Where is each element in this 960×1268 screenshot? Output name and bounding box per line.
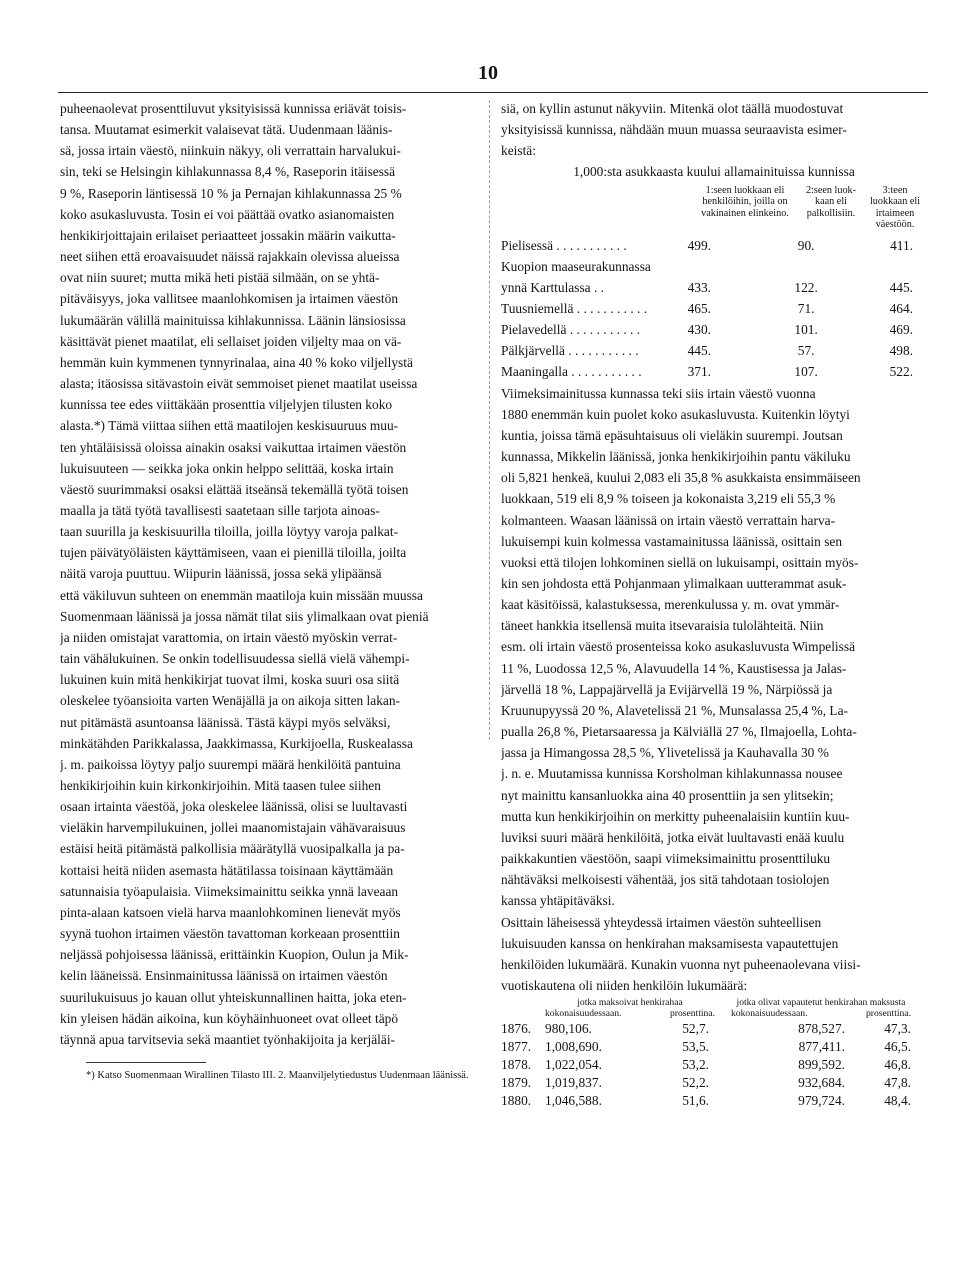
text-line: lukuinen kuin mitä henkikirjat tuovat ilmi, koska suuri osa siitä <box>60 672 400 688</box>
text-line: Viimeksimainitussa kunnassa teki siis irtain väestö vuonna <box>501 385 816 401</box>
text-line: tansa. Muutamat esimerkit valaisevat tätä. Uudenmaan läänis- <box>60 122 393 138</box>
table2-group-paid <box>545 998 715 1019</box>
text-line: alasta; itäosissa sitävastoin eivät semmoiset pienet maatilat useissa <box>60 376 418 392</box>
footnote-rule <box>86 1062 206 1063</box>
text-line: koko asukasluvusta. Tosin ei voi päättää ovatko asianomaisten <box>60 206 395 222</box>
text-line: suurilukuisuus jo kauan ollut yhteiskunnallinen haitta, joka eten- <box>60 989 407 1005</box>
text-line: paikkakuntien väestöön, saapi viimeksimainittu prosenttiluku <box>501 851 831 867</box>
table2-year: 1878. <box>501 1056 532 1072</box>
text-line: Osittain läheisessä yhteydessä irtaimen väestön suhteellisen <box>501 914 822 930</box>
text-line: luokkaan, 519 eli 8,9 % toiseen ja kokonaista 3,219 eli 55,3 % <box>501 491 836 507</box>
table2-sub-pct-paid: prosenttina. <box>669 1007 715 1019</box>
table2-year: 1876. <box>501 1020 532 1036</box>
table1-class2-value: 90. <box>797 237 815 253</box>
table1-class1-value: 430. <box>687 322 712 338</box>
table2-year: 1880. <box>501 1092 532 1108</box>
text-line: 11 %, Luodossa 12,5 %, Alavuudella 14 %, Kaustisessa ja Jalas- <box>501 660 847 676</box>
text-line: luviksi suuri määrä henkilöitä, jotka eivät luultavasti enää kuulu <box>501 829 845 845</box>
table1-header-class2: 2:seen luok-kaan eli palkollisiin. <box>805 184 857 219</box>
table1-header <box>501 185 927 231</box>
text-line: sä, jossa irtain väestö, niinkuin näkyy, oli verrattain harvalukui- <box>60 143 401 159</box>
text-line: syynä tuohon irtaimen väestön tavattoman korkeaan prosenttiin <box>60 926 400 942</box>
table2-paid-total: 1,022,054. <box>545 1056 602 1072</box>
text-line: järvellä 18 %, Lappajärvellä ja Evijärvellä 19 %, Närpiössä ja <box>501 681 833 697</box>
text-line: kin sen johdosta että Pohjanmaan ylimalkaan uutterammat asuk- <box>501 576 847 592</box>
footnote-text: *) Katso Suomenmaan Wirallinen Tilasto III. 2. Maanviljelytiedustus Uudenmaan läänissä. <box>86 1070 469 1082</box>
text-line: lukuisuuteen — seikka joka onkin helppo selittää, koska irtain <box>60 460 394 476</box>
text-line: kin yleisen hädän aikoina, kun köyhäinhuoneet ovat olleet täpö <box>60 1010 399 1026</box>
table1-header-class1: 1:seen luokkaan eli henkilöihin, joilla on vakinainen elinkeino. <box>701 184 789 219</box>
text-line: henkilöiden lukumäärä. Kunakin vuonna nyt puheenaolevana viisi- <box>501 956 861 972</box>
text-line: 9 %, Raseporin läntisessä 10 % ja Pernajan kihlakunnassa 25 % <box>60 185 402 201</box>
table1-row <box>501 298 927 319</box>
text-line: neet siihen että eroavaisuudet näissä rajakkain olevissa alueissa <box>60 249 400 265</box>
table1-class1-value: 499. <box>687 237 712 253</box>
text-line: keistä: <box>501 143 536 159</box>
table2-sub-total-paid: kokonaisuudessaan. <box>545 1007 622 1019</box>
text-line: j. n. e. Muutamissa kunnissa Korsholman kihlakunnassa nousee <box>501 766 843 782</box>
text-line: että väkiluvun suhteen on enemmän maatiloja kuin missään muussa <box>60 587 423 603</box>
table2-group-exempt-label: jotka olivat vapautetut henkirahan maksusta <box>736 997 906 1009</box>
text-line: ja niiden omistajat varattomia, on irtain väestö myöskin verrat- <box>60 629 398 645</box>
table2-row <box>501 1019 927 1037</box>
text-line: kolmanteen. Waasan läänissä on irtain väestö verrattain harva- <box>501 512 836 528</box>
table1-class2-value: 107. <box>794 364 818 380</box>
table2-paid-total: 1,008,690. <box>545 1038 602 1054</box>
table2-paid-pct: 52,7. <box>682 1020 709 1036</box>
table1-class3-value: 469. <box>889 322 913 338</box>
text-line: vuoksi että tilojen lohkominen siellä on lukuisampi, osittain myös- <box>501 554 859 570</box>
text-line: Kruunupyyssä 20 %, Alavetelissä 21 %, Munsalassa 25,4 %, La- <box>501 702 848 718</box>
text-line: tujen päivätyöläisten käyttämiseen, vaan ei pienillä tiloilla, joilta <box>60 545 407 561</box>
table2-exempt-total: 932,684. <box>798 1074 845 1090</box>
text-line: henkikirjoittajain erilaiset periaatteet jossakin määrin vaikutta- <box>60 227 396 243</box>
text-line: kelin lääneissä. Ensinmainitussa läänissä on irtaimen väestön <box>60 968 388 984</box>
text-line: sin, teki se Helsingin kihlakunnassa 8,4 %, Raseporin itäisessä <box>60 164 396 180</box>
text-line: väestö suurimmaksi osaksi elättää itseänsä tekemällä työtä toisen <box>60 481 409 497</box>
table1-class1-value: 433. <box>687 279 712 295</box>
table1-row <box>501 256 927 277</box>
text-line: kuntia, joissa tämä epäsuhtaisuus oli vieläkin suurempi. Joutsan <box>501 427 843 443</box>
table1-class3-value: 445. <box>889 279 913 295</box>
text-line: vuotiskautena oli niiden henkilöin lukumäärä: <box>501 977 748 993</box>
table1-row <box>501 277 927 298</box>
text-line: esm. oli irtain väestö prosenteissa koko asukasluvusta Wimpelissä <box>501 639 856 655</box>
table2-row <box>501 1073 927 1091</box>
text-line: neljässä pohjoisessa läänissä, erittäinkin Kuopion, Oulun ja Mik- <box>60 947 409 963</box>
table1-class2-value: 71. <box>797 301 815 317</box>
text-line: puheenaolevat prosenttiluvut yksityisissä kunnissa eriävät toisis- <box>60 101 407 116</box>
right-column <box>501 98 927 1109</box>
table1-municipality: Tuusniemellä . . . <box>501 298 686 319</box>
text-line: taan suurilla ja keskisuurilla tiloilla, joilla löytyy varoja palkat- <box>60 524 399 540</box>
table1-row <box>501 340 927 361</box>
text-line: nyt mainittu kansanluokka aina 40 prosenttiin ja sen ylitsekin; <box>501 787 834 803</box>
text-line: nut pitämästä asuntoansa läänissä. Tästä käypi myös selväksi, <box>60 714 391 730</box>
table2-row <box>501 1091 927 1109</box>
table2-exempt-pct: 47,8. <box>884 1074 911 1090</box>
text-line: nähtäväksi melkoisesti vähentää, jos sitä tahdotaan tosiolojen <box>501 872 830 888</box>
table1-municipality: Pielavedellä . . . <box>501 319 686 340</box>
table2-year: 1879. <box>501 1074 532 1090</box>
text-line: käsittävät pienet maatilat, eli sellaiset joiden viljelty maa on vä- <box>60 333 402 349</box>
table1-class3-value: 498. <box>889 343 913 359</box>
text-line: lukuisuuden kanssa on henkirahan maksamisesta vapautettujen <box>501 935 839 951</box>
table2-paid-pct: 53,5. <box>682 1038 709 1054</box>
table1-header-class3: 3:teen luokkaan eli irtaimeen väestöön. <box>869 184 921 231</box>
header-rule <box>58 92 928 93</box>
text-line: lukuisempi kuin kolmessa vastamainitussa läänissä, osittain sen <box>501 533 843 549</box>
table1-body <box>501 235 927 383</box>
text-line: ten yhtäläisissä oloissa ainakin osaksi vaikuttaa irtaimen väestön <box>60 439 407 455</box>
table2-exempt-total: 877,411. <box>798 1038 845 1054</box>
table1-municipality: Pielisessä . . . <box>501 235 686 256</box>
text-line: kunnissa tee edes viittäkään prosenttia viljelyjen tilusten koko <box>60 397 393 413</box>
column-divider <box>489 100 490 740</box>
text-line: näitä varoja puuttuu. Wiipurin läänissä, jossa sekä ylipäänsä <box>60 566 382 582</box>
table1-row <box>501 361 927 382</box>
text-line: hemmän kuin kymmenen tynnyrinalaa, aina 40 % koko viljellystä <box>60 354 413 370</box>
table2-paid-pct: 53,2. <box>682 1056 709 1072</box>
text-line: siä, on kyllin astunut näkyviin. Mitenkä olot täällä muodostuvat <box>501 101 844 116</box>
text-line: ovat niin suuret; mutta mikä heti pistää silmään, on se yhtä- <box>60 270 380 286</box>
text-line: estäisi heitä pitämästä palkollisia määrätyllä vuosipalkalla ja pa- <box>60 841 405 857</box>
table2-sub-pct-exempt: prosenttina. <box>865 1007 911 1019</box>
table1-class1-value: 371. <box>687 364 712 380</box>
table2-row <box>501 1037 927 1055</box>
table1-class3-value: 464. <box>889 301 913 317</box>
table1-municipality: Kuopion maaseurakunnassa <box>501 258 651 274</box>
right-intro-text <box>501 98 927 161</box>
table2-exempt-pct: 47,3. <box>884 1020 911 1036</box>
page-number: 10 <box>478 62 498 84</box>
text-line: pinta-alaan katsoen vielä harva maanlohkominen lienevät myös <box>60 904 401 920</box>
text-line: j. m. paikoissa löytyy paljo suurempi määrä henkilöitä pantuina <box>60 756 401 772</box>
text-line: kanssa yhtäpitäväksi. <box>501 893 615 909</box>
left-column <box>60 98 482 1083</box>
text-line: pualla 26,8 %, Pietarsaaressa ja Kälviällä 27 %, Ilmajoella, Lohta- <box>501 724 857 740</box>
table2-body <box>501 1019 927 1109</box>
table2-exempt-pct: 46,8. <box>884 1056 911 1072</box>
table1-municipality: Pälkjärvellä . . . <box>501 340 686 361</box>
text-line: satunnaisia työapulaisia. Viimeksimainittu seikka ynnä laveaan <box>60 883 399 899</box>
table1-class1-value: 465. <box>687 301 712 317</box>
table1-class3-value: 411. <box>890 237 913 253</box>
left-body-text <box>60 98 482 1050</box>
footnote <box>60 1062 482 1083</box>
table2-paid-total: 1,019,837. <box>545 1074 602 1090</box>
text-line: mutta kun henkikirjoihin on merkitty puheenalaisiin kuntiin kuu- <box>501 808 850 824</box>
table2-sub-total-exempt: kokonaisuudessaan. <box>731 1007 808 1019</box>
table2-exempt-pct: 48,4. <box>884 1092 911 1108</box>
table2-paid-total: 1,046,588. <box>545 1092 602 1108</box>
table2-paid-total: 980,106. <box>545 1020 592 1036</box>
table2-exempt-total: 878,527. <box>798 1020 845 1036</box>
right-middle-text <box>501 383 927 912</box>
table2-row <box>501 1055 927 1073</box>
text-line: minkätähden Parikkalassa, Jaakkimassa, Kurkijoella, Ruskealassa <box>60 735 413 751</box>
text-line: vieläkin harvempilukuinen, jollei maanomistajain vähävaraisuus <box>60 820 406 836</box>
text-line: kaat käsitöissä, kalastuksessa, merenkulussa y. m. ovat ymmär- <box>501 597 840 613</box>
text-line: osaan irtainta väestöä, joka oleskelee läänissä, olisi se luultavasti <box>60 799 408 815</box>
table1-row <box>501 235 927 256</box>
text-line: 1880 enemmän kuin puolet koko asukasluvusta. Kuitenkin löytyi <box>501 406 850 422</box>
table1-class2-value: 101. <box>794 322 818 338</box>
text-line: oli 5,821 henkeä, kuului 2,083 eli 35,8 % asukkaista ensimmäiseen <box>501 470 861 486</box>
text-line: kottaisi heitä niiden asemasta hätätilassa toisinaan käyttämään <box>60 862 394 878</box>
text-line: lukumäärän välillä mainituissa kihlakunnissa. Läänin länsiosissa <box>60 312 406 328</box>
table2-exempt-total: 899,592. <box>798 1056 845 1072</box>
table2-group-paid-label: jotka maksoivat henkirahaa <box>577 997 683 1009</box>
table1-title: 1,000:sta asukkaasta kuului allamainituissa kunnissa <box>573 164 855 180</box>
table1-class3-value: 522. <box>889 364 913 380</box>
table1-class2-value: 122. <box>794 279 818 295</box>
text-line: kunnassa, Mikkelin läänissä, jonka henkikirjoihin pantu väkiluku <box>501 449 851 465</box>
table2-year: 1877. <box>501 1038 532 1054</box>
text-line: oleskelee työansioita varten Wenäjällä ja on aikoja sitten lakan- <box>60 693 401 709</box>
table2-paid-pct: 52,2. <box>682 1074 709 1090</box>
text-line: alasta.*) Tämä viittaa siihen että maatilojen keskisuuruus muu- <box>60 418 399 434</box>
text-line: täynnä apua tarvitsevia sekä maantiet työnhakijoita ja kerjäläi- <box>60 1031 396 1047</box>
text-line: tain vähälukuinen. Se onkin todellisuudessa siellä vielä vähempi- <box>60 651 410 667</box>
table1-class2-value: 57. <box>797 343 815 359</box>
table1-row <box>501 319 927 340</box>
table1-class1-value: 445. <box>687 343 712 359</box>
right-final-text <box>501 912 927 997</box>
table2-exempt-total: 979,724. <box>798 1092 845 1108</box>
text-line: maalla ja tätä työtä tavallisesti saatetaan sille tarjota ainoas- <box>60 502 380 518</box>
table2-exempt-pct: 46,5. <box>884 1038 911 1054</box>
text-line: yksityisissä kunnissa, nähdään muun muassa seuraavista esimer- <box>501 122 847 138</box>
table2-group-exempt <box>731 998 911 1019</box>
table2-paid-pct: 51,6. <box>682 1092 709 1108</box>
table1-municipality: ynnä Karttulassa . . <box>501 279 605 295</box>
text-line: täneet hankkia itsellensä muita itsevaraisia tulolähteitä. Niin <box>501 618 824 634</box>
text-line: pitäväisyys, joka vallitsee maanlohkomisen ja irtaimen väestön <box>60 291 399 307</box>
table1-municipality: Maaningalla . . . <box>501 361 686 382</box>
table2-header <box>501 998 927 1019</box>
text-line: Suomenmaan läänissä ja jossa nämät tilat siis ylimalkaan ovat pieniä <box>60 608 429 624</box>
text-line: jassa ja Himangossa 28,5 %, Ylivetelissä ja Kauhavalla 30 % <box>501 745 829 761</box>
text-line: henkikirjoihin kuin kirkonkirjoihin. Mitä taasen tulee siihen <box>60 778 381 793</box>
